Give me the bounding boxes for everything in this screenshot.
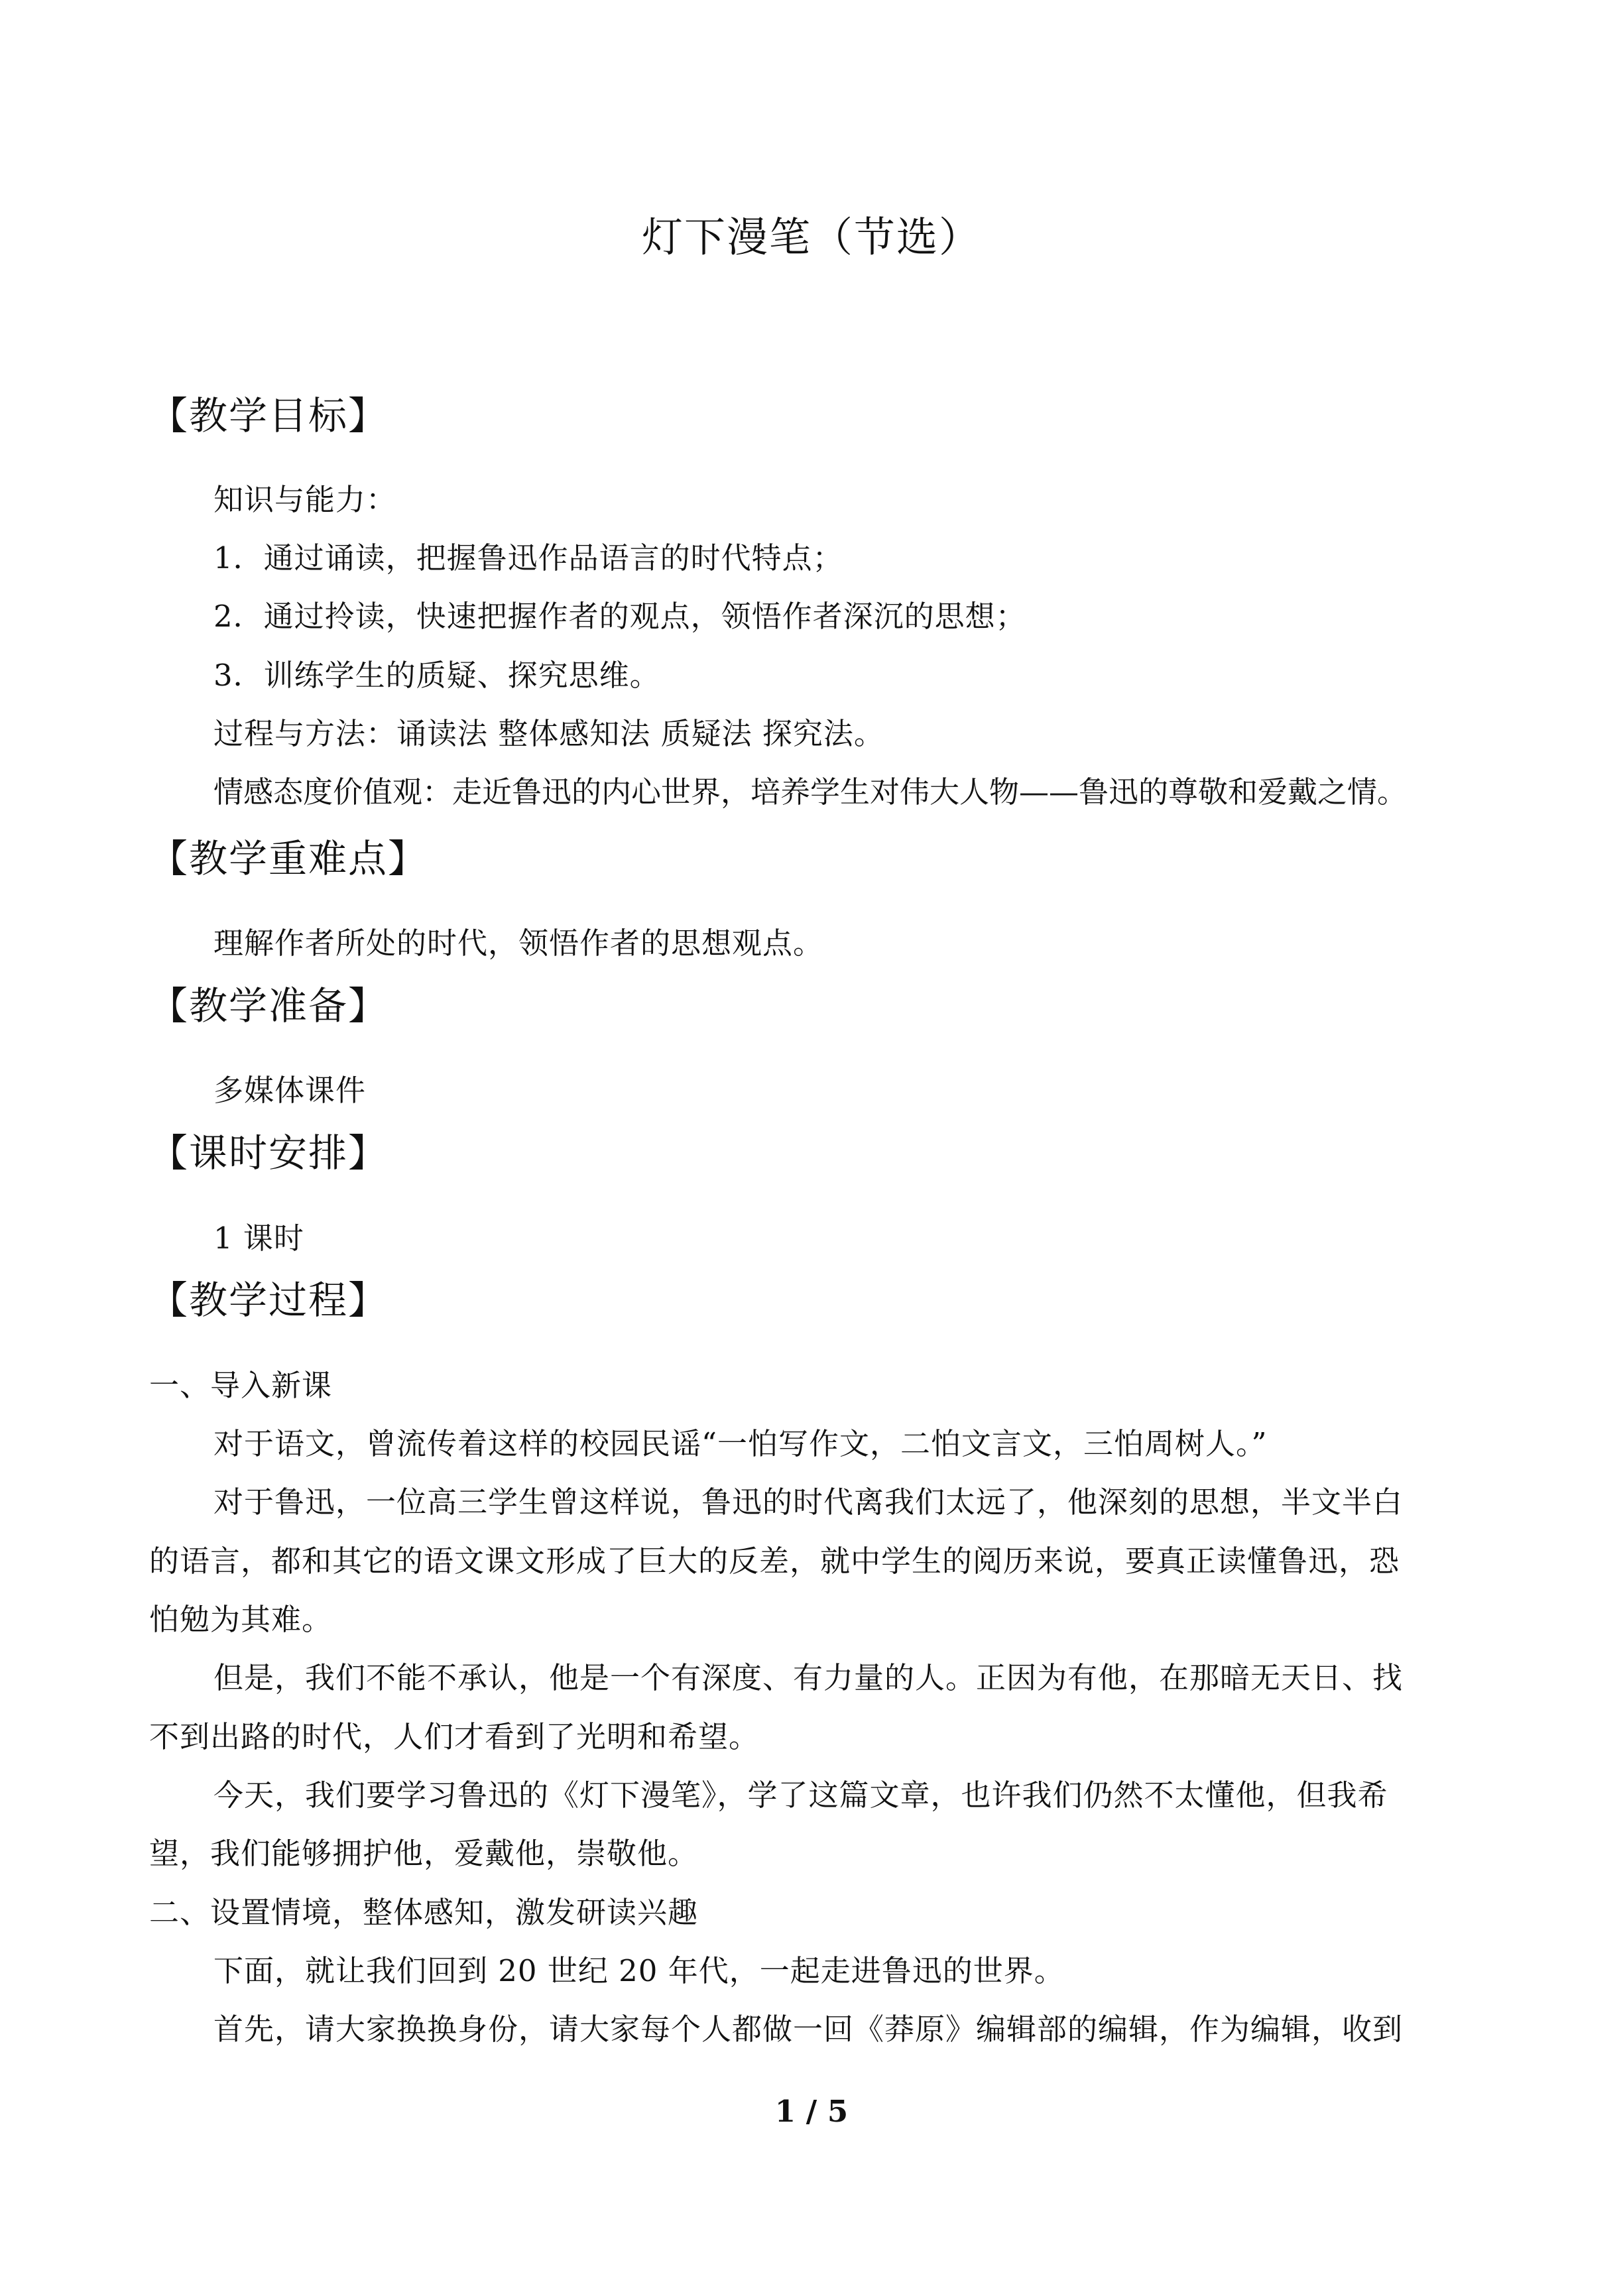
- part1-title: 一、导入新课: [149, 1368, 333, 1403]
- heading-preparation: 【教学准备】: [149, 983, 389, 1028]
- paragraph: 的语言，都和其它的语文课文形成了巨大的反差，就中学生的阅历来说，要真正读懂鲁迅，恐: [149, 1543, 1400, 1579]
- paragraph: 对于鲁迅，一位高三学生曾这样说，鲁迅的时代离我们太远了，他深刻的思想，半文半白: [213, 1484, 1404, 1520]
- goals-line: 知识与能力：: [213, 482, 397, 517]
- goals-line: 3．训练学生的质疑、探究思维。: [213, 658, 660, 693]
- paragraph: 不到出路的时代，人们才看到了光明和希望。: [149, 1719, 760, 1754]
- preparation-text: 多媒体课件: [213, 1073, 367, 1108]
- goals-line: 2．通过拎读，快速把握作者的观点，领悟作者深沉的思想；: [213, 599, 1026, 634]
- heading-key-points: 【教学重难点】: [149, 836, 428, 881]
- paragraph: 对于语文，曾流传着这样的校园民谣“一怕写作文，二怕文言文，三怕周树人。”: [213, 1426, 1268, 1461]
- schedule-text: 1 课时: [213, 1221, 304, 1256]
- goals-line: 过程与方法：诵读法 整体感知法 质疑法 探究法。: [213, 716, 884, 751]
- goals-line: 1．通过诵读，把握鲁迅作品语言的时代特点；: [213, 540, 843, 575]
- paragraph: 怕勉为其难。: [149, 1602, 333, 1637]
- paragraph: 首先，请大家换换身份，请大家每个人都做一回《莽原》编辑部的编辑，作为编辑，收到: [213, 2012, 1404, 2047]
- paragraph: 但是，我们不能不承认，他是一个有深度、有力量的人。正因为有他，在那暗无天日、找: [213, 1660, 1404, 1695]
- page-number: 1 / 5: [774, 2094, 849, 2129]
- paragraph: 望，我们能够拥护他，爱戴他，崇敬他。: [149, 1836, 699, 1871]
- document-title: 灯下漫笔（节选）: [641, 213, 981, 261]
- goals-line: 情感态度价值观：走近鲁迅的内心世界，培养学生对伟大人物——鲁迅的尊敬和爱戴之情。: [213, 774, 1408, 810]
- heading-schedule: 【课时安排】: [149, 1130, 389, 1176]
- heading-teaching-goals: 【教学目标】: [149, 393, 389, 438]
- heading-process: 【教学过程】: [149, 1278, 389, 1323]
- paragraph: 今天，我们要学习鲁迅的《灯下漫笔》，学了这篇文章，也许我们仍然不太懂他，但我希: [213, 1778, 1388, 1813]
- key-points-text: 理解作者所处的时代，领悟作者的思想观点。: [213, 926, 824, 961]
- part2-title: 二、设置情境，整体感知，激发研读兴趣: [149, 1895, 699, 1930]
- paragraph: 下面，就让我们回到 20 世纪 20 年代，一起走进鲁迅的世界。: [213, 1953, 1065, 1988]
